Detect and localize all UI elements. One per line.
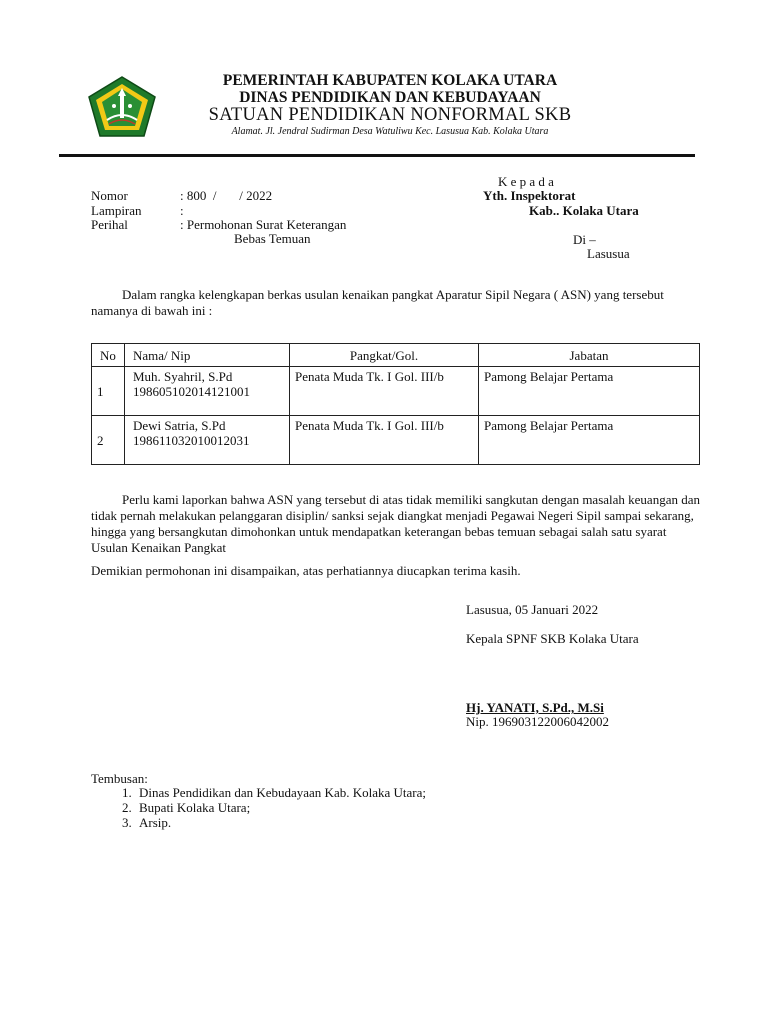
perihal-label: Perihal (91, 217, 128, 232)
recipient-org: Kab.. Kolaka Utara (529, 203, 639, 218)
table-header-row (92, 344, 700, 367)
body-paragraph-statement: Perlu kami laporkan bahwa ASN yang tersebut di atas tidak memiliki sangkutan dengan masalah keuangan dan tidak pernah melakukan pelanggaran disiplin/ sanksi sejak diangkat menjadi Pegawai Negeri Sipil sampai sekarang, hingga yang bersangkutan dimohonkan untuk mendapatkan keterangan bebas temuan sebagai salah satu syarat Usulan Kenaikan Pangkat (91, 492, 700, 555)
kolaka-utara-emblem-icon (87, 76, 157, 138)
row-number: 2 (92, 416, 125, 465)
nomor-label: Nomor (91, 188, 128, 203)
recipient-di: Di – (573, 232, 596, 247)
signature-position: Kepala SPNF SKB Kolaka Utara (466, 631, 639, 646)
body-paragraph-closing: Demikian permohonan ini disampaikan, atas perhatiannya diucapkan terima kasih. (91, 563, 521, 578)
row-jabatan: Pamong Belajar Pertama (479, 416, 700, 465)
nomor-value: : 800 / / 2022 (180, 188, 273, 203)
column-header-pangkat: Pangkat/Gol. (290, 344, 479, 367)
header-line-dinas: DINAS PENDIDIKAN DAN KEBUDAYAAN (239, 89, 541, 106)
column-header-no: No (92, 344, 125, 367)
recipient-yth: Yth. Inspektorat (483, 188, 576, 203)
table-row (92, 416, 700, 465)
header-line-government: PEMERINTAH KABUPATEN KOLAKA UTARA (222, 72, 558, 89)
row-jabatan: Pamong Belajar Pertama (479, 367, 700, 416)
header-line-unit: SATUAN PENDIDIKAN NONFORMAL SKB (208, 105, 572, 125)
signatory-name: Hj. YANATI, S.Pd., M.Si (466, 700, 604, 715)
staff-table (91, 343, 700, 465)
signature-place-date: Lasusua, 05 Januari 2022 (466, 602, 599, 617)
tembusan-list (95, 785, 426, 830)
row-name-nip (125, 367, 290, 416)
perihal-value-continued: Bebas Temuan (234, 231, 311, 246)
employee-nip: 198611032010012031 (133, 433, 250, 448)
perihal-value: : Permohonan Surat Keterangan (180, 217, 347, 232)
table-row (92, 367, 700, 416)
letterhead-divider (59, 154, 695, 157)
employee-nip: 198605102014121001 (133, 384, 250, 399)
recipient-place: Lasusua (587, 246, 630, 261)
employee-name: Dewi Satria, S.Pd (133, 418, 226, 433)
list-item: 2. Bupati Kolaka Utara; (135, 800, 426, 815)
row-pangkat: Penata Muda Tk. I Gol. III/b (290, 367, 479, 416)
employee-name: Muh. Syahril, S.Pd (133, 369, 233, 384)
row-number: 1 (92, 367, 125, 416)
list-item: 3. Arsip. (135, 815, 426, 830)
column-header-name: Nama/ Nip (125, 344, 290, 367)
row-name-nip (125, 416, 290, 465)
signatory-nip: Nip. 196903122006042002 (466, 714, 609, 729)
recipient-kepada: K e p a d a (498, 174, 554, 189)
list-item: 1. Dinas Pendidikan dan Kebudayaan Kab. Kolaka Utara; (135, 785, 426, 800)
column-header-jabatan: Jabatan (479, 344, 700, 367)
header-address: Alamat. Jl. Jendral Sudirman Desa Watuliwu Kec. Lasusua Kab. Kolaka Utara (231, 126, 549, 137)
intro-paragraph: Dalam rangka kelengkapan berkas usulan kenaikan pangkat Aparatur Sipil Negara ( ASN) yang tersebut namanya di bawah ini : (91, 287, 664, 318)
lampiran-label: Lampiran (91, 203, 142, 218)
row-pangkat: Penata Muda Tk. I Gol. III/b (290, 416, 479, 465)
tembusan-label: Tembusan: (91, 771, 148, 786)
lampiran-value: : (180, 203, 184, 218)
